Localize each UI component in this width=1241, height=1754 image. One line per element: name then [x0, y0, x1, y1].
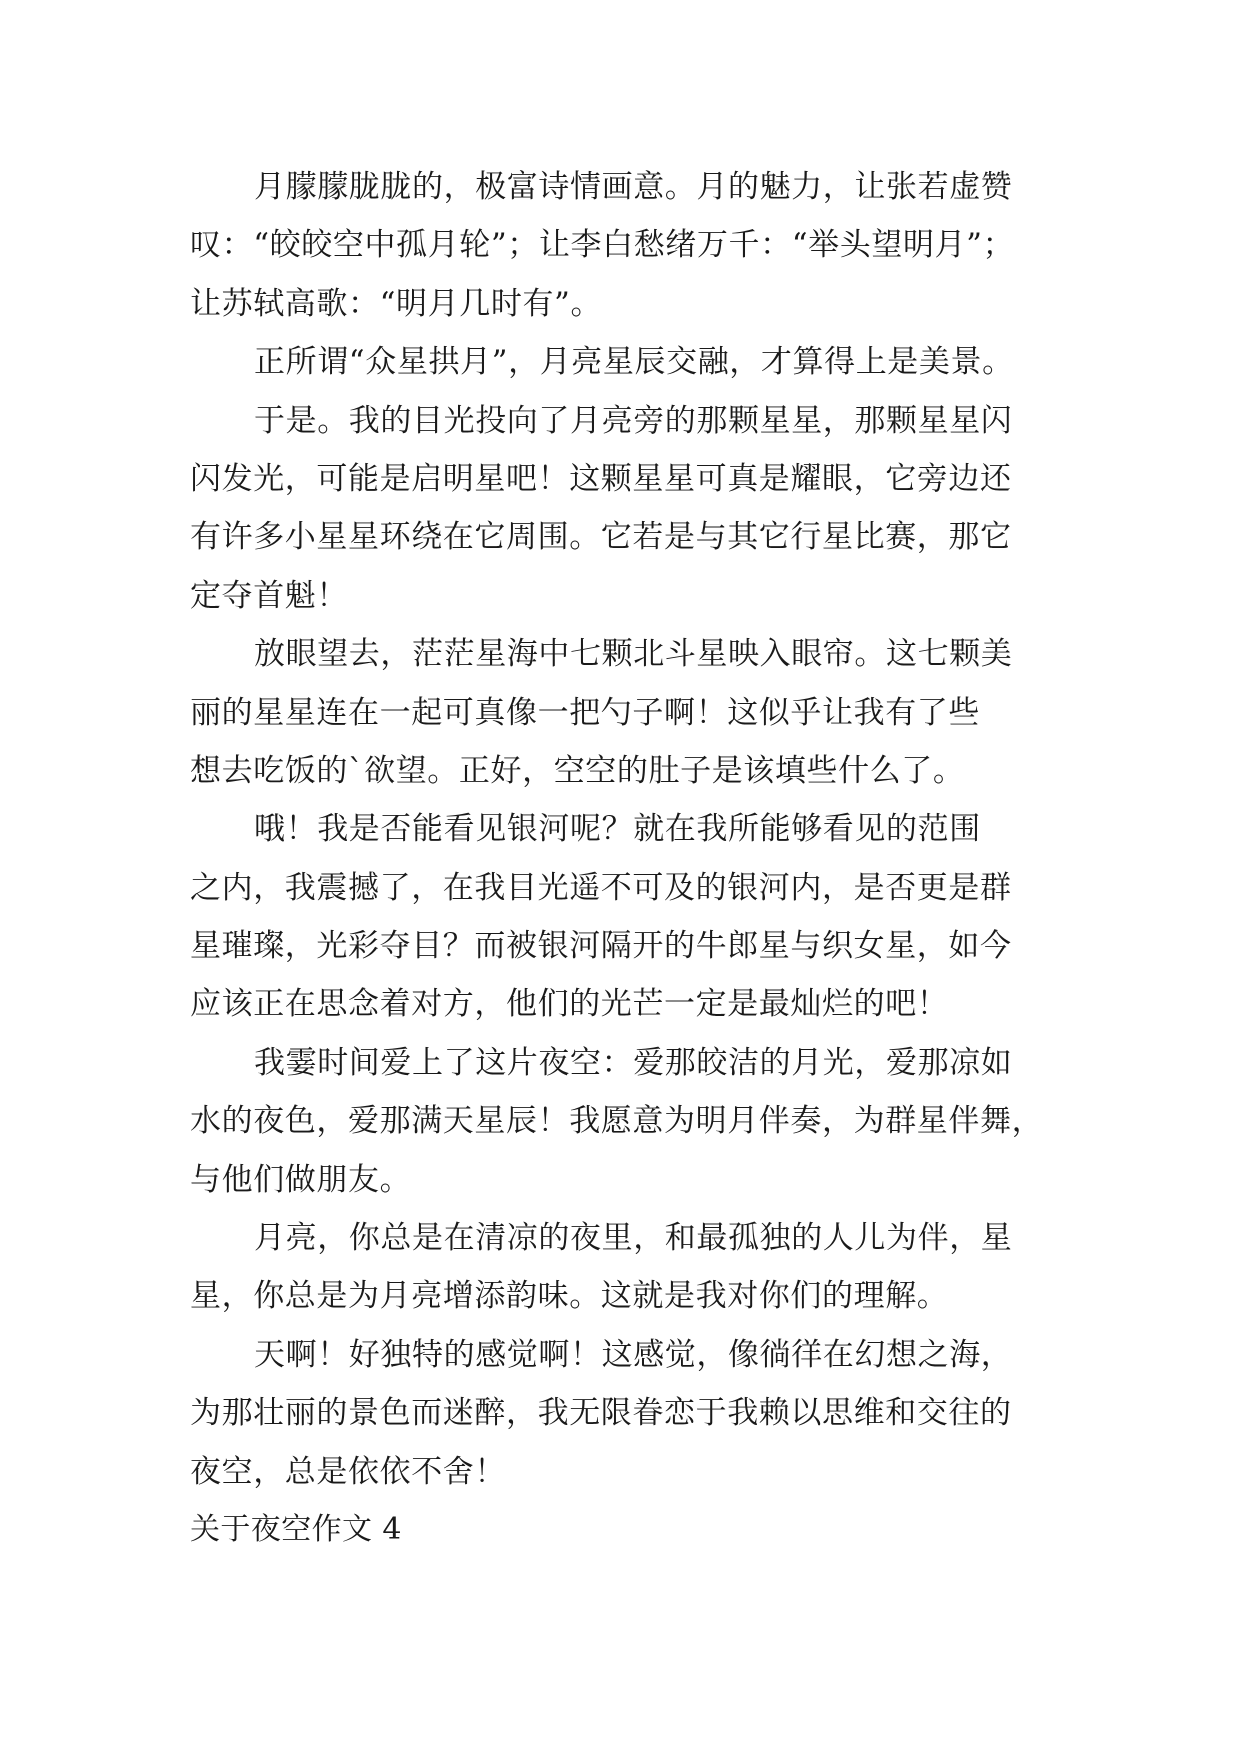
text-line: 放眼望去，茫茫星海中七颗北斗星映入眼帘。这七颗美 [254, 636, 1013, 673]
text-line: 于是。我的目光投向了月亮旁的那颗星星，那颗星星闪 [254, 402, 1013, 439]
text-line: 为那壮丽的景色而迷醉，我无限眷恋于我赖以思维和交往的 [190, 1395, 1012, 1432]
text-line: 星璀璨，光彩夺目？而被银河隔开的牛郎星与织女星，如今 [190, 928, 1012, 965]
text-line: 叹：“皎皎空中孤月轮”；让李白愁绪万千：“举头望明月”； [190, 227, 1015, 264]
text-line: 星，你总是为月亮增添韵味。这就是我对你们的理解。 [190, 1278, 949, 1315]
text-line: 想去吃饭的`欲望。正好，空空的肚子是该填些什么了。 [190, 752, 965, 789]
text-line: 闪发光，可能是启明星吧！这颗星星可真是耀眼，它旁边还 [190, 460, 1012, 497]
text-line: 与他们做朋友。 [190, 1161, 412, 1198]
text-line: 正所谓“众星拱月”，月亮星辰交融，才算得上是美景。 [254, 344, 1014, 381]
text-line: 月亮，你总是在清凉的夜里，和最孤独的人儿为伴，星 [254, 1220, 1013, 1257]
text-line: 之内，我震撼了，在我目光遥不可及的银河内，是否更是群 [190, 869, 1012, 906]
text-line: 让苏轼高歌：“明月几时有”。 [190, 285, 603, 322]
text-line: 我霎时间爱上了这片夜空：爱那皎洁的月光，爱那凉如 [254, 1044, 1013, 1081]
text-line: 哦！我是否能看见银河呢？就在我所能够看见的范围 [254, 811, 981, 848]
text-line: 夜空，总是依依不舍！ [190, 1453, 506, 1490]
text-line: 定夺首魁！ [190, 577, 348, 614]
text-line: 有许多小星星环绕在它周围。它若是与其它行星比赛，那它 [190, 519, 1012, 556]
text-line: 丽的星星连在一起可真像一把勺子啊！这似乎让我有了些 [190, 694, 980, 731]
text-line: 水的夜色，爱那满天星辰！我愿意为明月伴奏，为群星伴舞， [190, 1103, 1044, 1140]
text-line: 月朦朦胧胧的，极富诗情画意。月的魅力，让张若虚赞 [254, 169, 1013, 205]
section-heading: 关于夜空作文 4 [190, 1511, 402, 1547]
document-body [190, 158, 1052, 1559]
text-line: 天啊！好独特的感觉啊！这感觉，像徜徉在幻想之海， [254, 1336, 1013, 1373]
text-line: 应该正在思念着对方，他们的光芒一定是最灿烂的吧！ [190, 986, 949, 1023]
